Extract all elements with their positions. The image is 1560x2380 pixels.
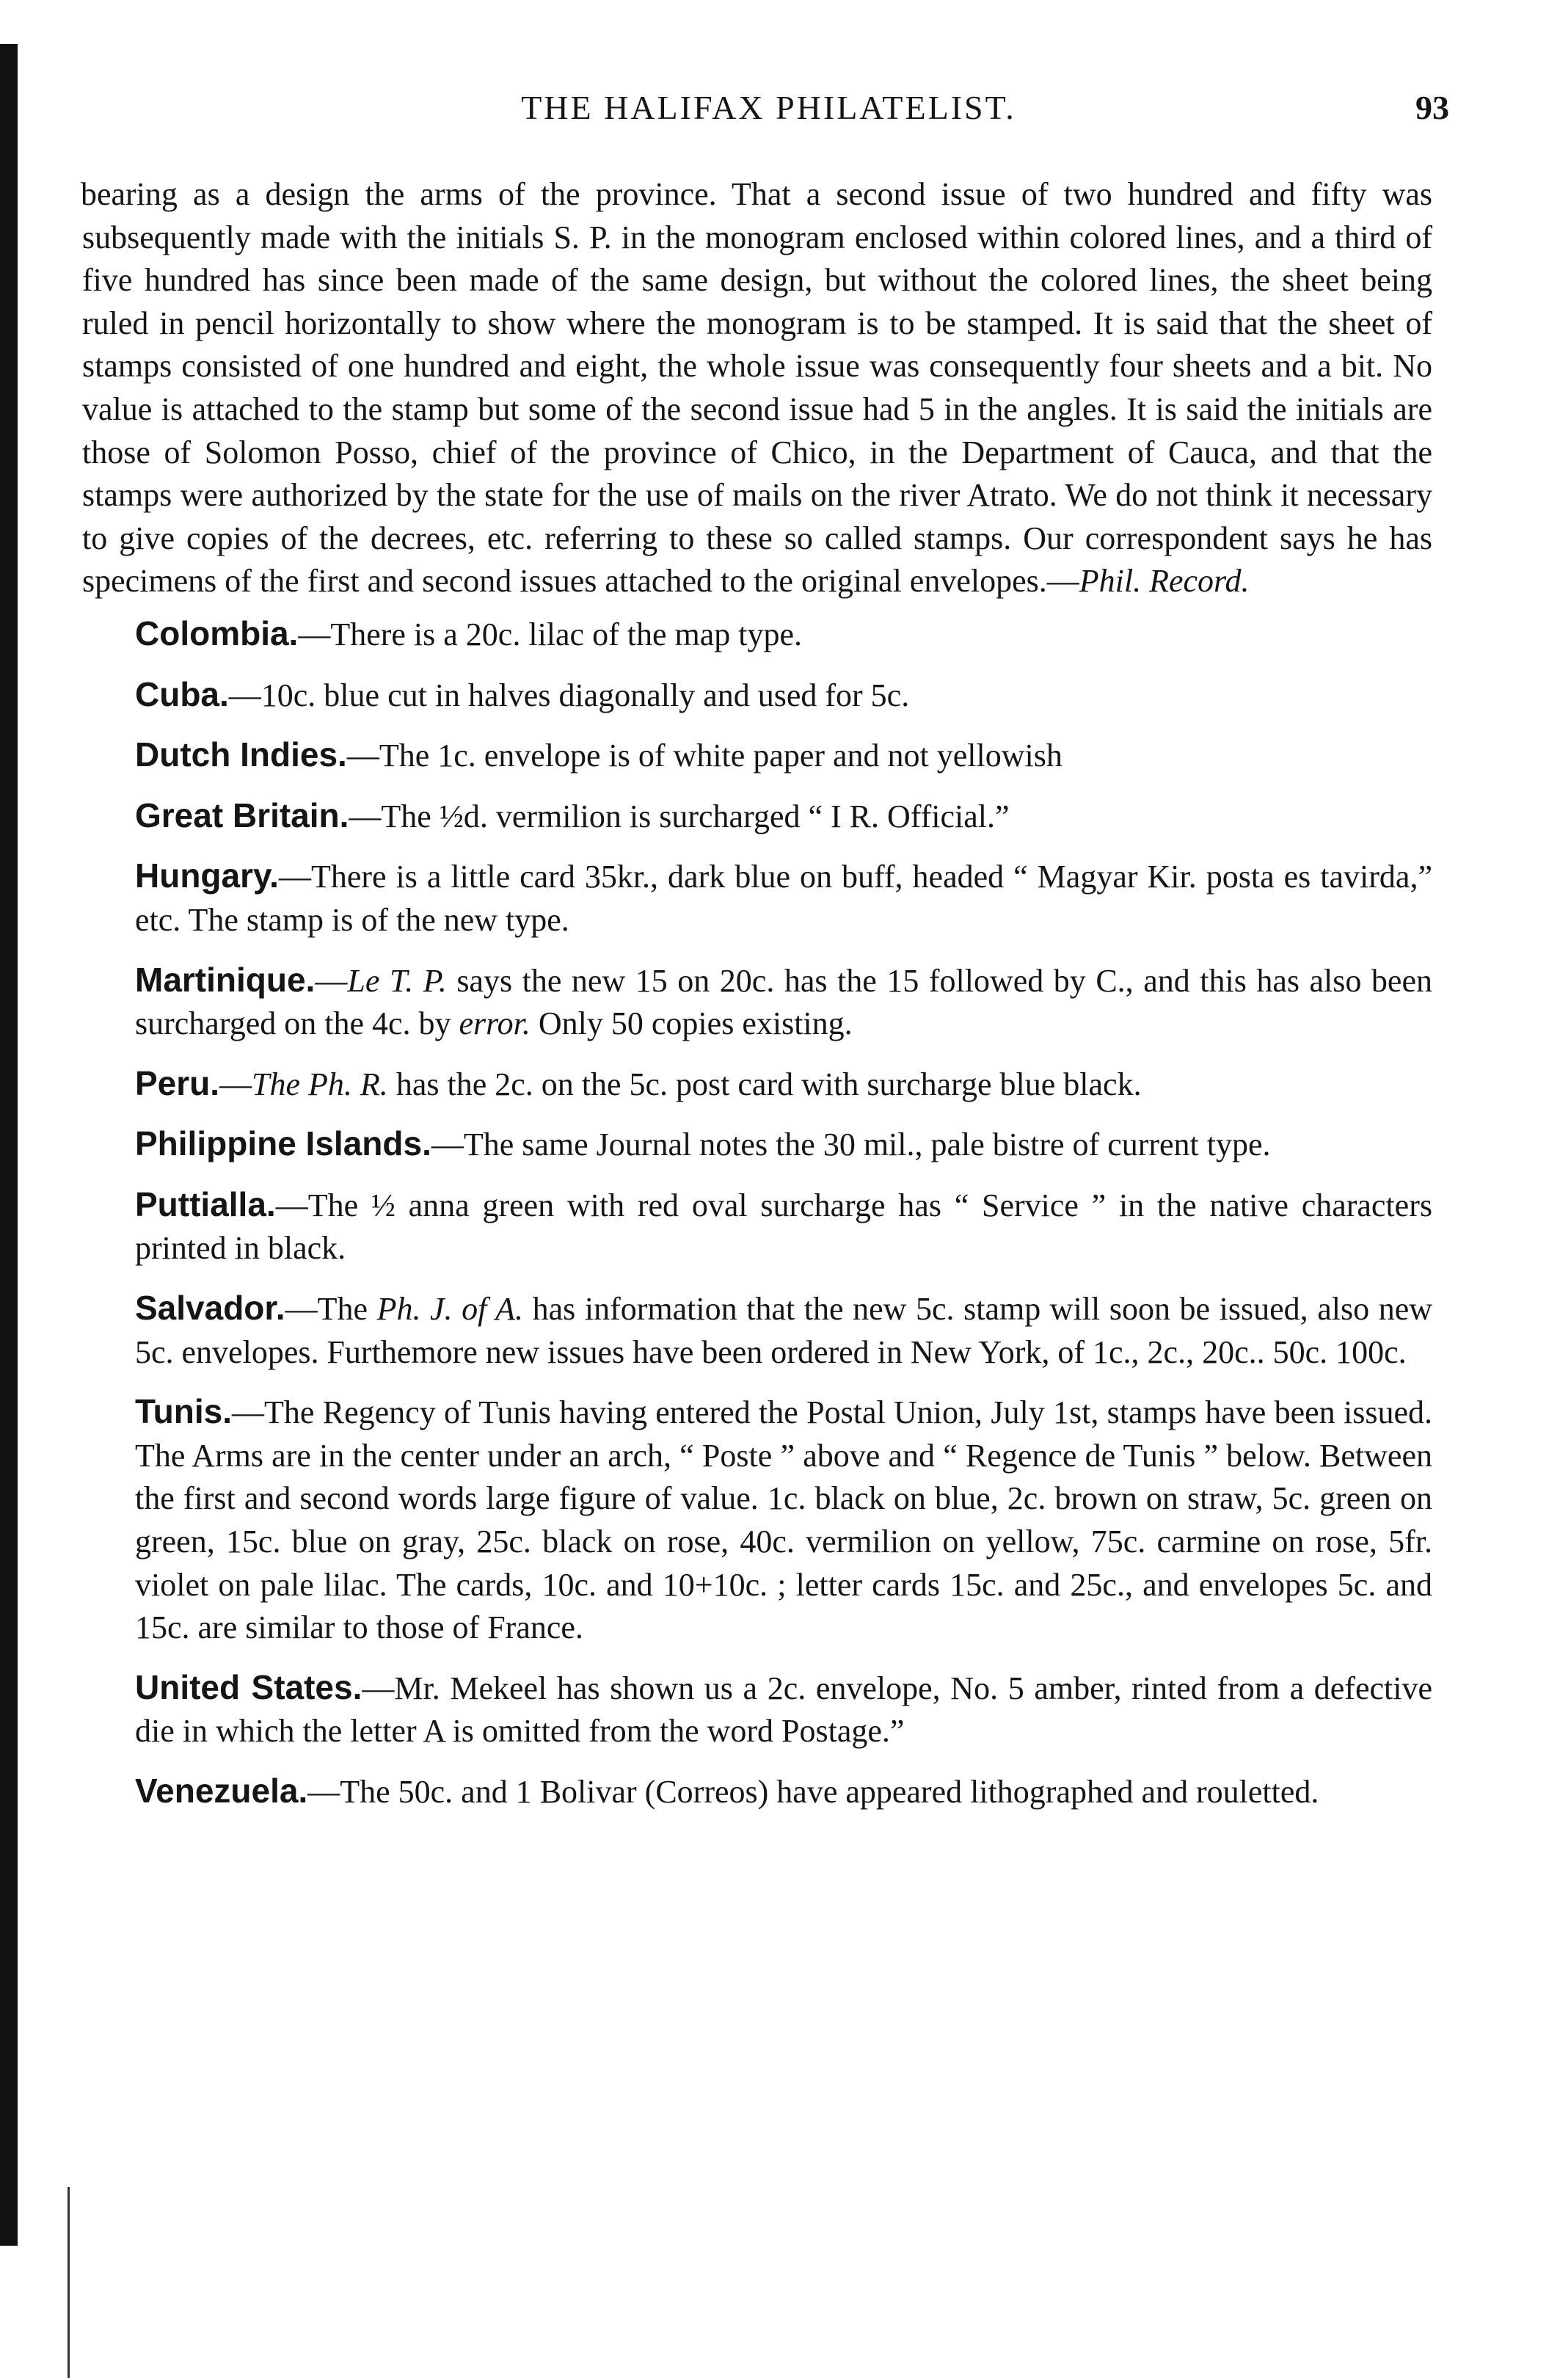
entry-text: —There is a 20c. lilac of the map type.: [298, 616, 802, 652]
running-title: THE HALIFAX PHILATELIST.: [521, 89, 1016, 126]
entry-text: —10c. blue cut in halves diagonally and used for 5c.: [228, 677, 910, 713]
entry-venezuela: [82, 1769, 1432, 1814]
country-name: Colombia.: [135, 614, 299, 652]
intro-paragraph: [82, 173, 1432, 603]
country-name: Puttialla.: [135, 1184, 276, 1223]
page-binding-edge: [0, 44, 18, 2246]
entry-tunis: [82, 1390, 1432, 1650]
page-header: [88, 88, 1449, 147]
entry-dash: —: [315, 962, 348, 999]
entry-text: —The 1c. envelope is of white paper and not yellowish: [346, 738, 1063, 774]
source-citation: Le T. P.: [347, 962, 447, 999]
entry-puttialla: [82, 1183, 1432, 1270]
entry-text: —The ½d. vermilion is surcharged “ I R. Official.”: [349, 798, 1010, 834]
entry-text: —The ½ anna green with red oval surcharge has “ Service ” in the native characters printed in black.: [135, 1187, 1432, 1267]
entry-united-states: [82, 1666, 1432, 1753]
entry-dash: —The: [285, 1291, 377, 1328]
entry-text: —The same Journal notes the 30 mil., pale bistre of current type.: [431, 1127, 1271, 1163]
entry-dash: —: [219, 1066, 252, 1102]
country-name: Dutch Indies.: [135, 735, 347, 774]
country-name: Salvador.: [135, 1289, 285, 1328]
article-body: [82, 173, 1432, 1814]
source-citation: The Ph. R.: [252, 1066, 388, 1102]
entry-text: —There is a little card 35kr., dark blue on buff, headed “ Magyar Kir. posta es tavirda,” etc. The stamp is of the new type.: [135, 859, 1432, 938]
entry-dutch-indies: [82, 733, 1432, 778]
entry-salvador: [82, 1287, 1432, 1374]
intro-source: Phil. Record.: [1079, 563, 1250, 600]
entry-text-continued: Only 50 copies existing.: [530, 1005, 853, 1042]
entry-colombia: [82, 612, 1432, 657]
country-name: Cuba.: [135, 674, 229, 713]
entry-philippine-islands: [82, 1122, 1432, 1167]
entry-hungary: [82, 854, 1432, 942]
country-name: Hungary.: [135, 856, 279, 895]
emphasis-word: error.: [459, 1005, 531, 1042]
intro-text: bearing as a design the arms of the province. That a second issue of two hundred and fifty was subsequently made with the initials S. P. in the monogram enclosed within colored lines, and a third of five hundred has since been made of the same design, but without the colored lines, the sheet being ruled in pencil horizontally to show where the monogram is to be stamped. It is said that the sheet of stamps consisted of one hundred and eight, the whole issue was consequently four sheets and a bit. No value is attached to the stamp but some of the second issue had 5 in the angles. It is said the initials are those of Solomon Posso, chief of the province of Chico, in the Department of Cauca, and that the stamps were authorized by the state for the use of mails on the river Atrato. We do not think it necessary to give copies of the decrees, etc. referring to these so called stamps. Our correspondent says he has specimens of the first and second issues attached to the original envelopes.: [81, 176, 1432, 600]
entry-text: —The 50c. and 1 Bolivar (Correos) have appeared lithographed and rouletted.: [307, 1774, 1319, 1810]
country-name: Peru.: [135, 1063, 220, 1102]
country-name: United States.: [135, 1667, 362, 1706]
entry-text: —The Regency of Tunis having entered the Postal Union, July 1st, stamps have been issued. The Arms are in the center under an arch, “ Poste ” above and “ Regence de Tunis ” below. Between the first and second words large figure of value. 1c. black on blue, 2c. brown on straw, 5c. green on green, 15c. blue on gray, 25c. black on rose, 40c. vermilion on yellow, 75c. carmine on rose, 5fr. violet on pale lilac. The cards, 10c. and 10+10c. ; letter cards 15c. and 25c., and envelopes 5c. and 15c. are similar to those of France.: [135, 1394, 1432, 1646]
country-name: Great Britain.: [135, 796, 349, 834]
entry-text: —Mr. Mekeel has shown us a 2c. envelope, No. 5 amber, rinted from a defective die in which the letter A is omitted from the word Postage.”: [135, 1670, 1433, 1750]
intro-dash: —: [1046, 563, 1079, 600]
country-name: Philippine Islands.: [135, 1124, 431, 1163]
entry-text: says the new 15 on 20c. has the 15 followed by C., and this has also been surcharged on the 4c. by: [135, 962, 1432, 1042]
entry-cuba: [82, 673, 1432, 718]
entry-peru: [82, 1062, 1432, 1107]
country-name: Tunis.: [135, 1392, 233, 1431]
page-margin-rule: [68, 2187, 70, 2378]
entry-martinique: [82, 958, 1432, 1046]
source-citation: Ph. J. of A.: [376, 1291, 524, 1328]
entry-great-britain: [82, 794, 1432, 839]
country-name: Venezuela.: [135, 1772, 308, 1810]
entry-text: has the 2c. on the 5c. post card with surcharge blue black.: [387, 1066, 1142, 1102]
entry-text: has information that the new 5c. stamp will soon be issued, also new 5c. envelopes. Furthemore new issues have been ordered in New York, of 1c., 2c., 20c.. 50c. 100c.: [135, 1291, 1433, 1370]
country-name: Martinique.: [135, 960, 316, 999]
page-number: 93: [1415, 89, 1449, 126]
